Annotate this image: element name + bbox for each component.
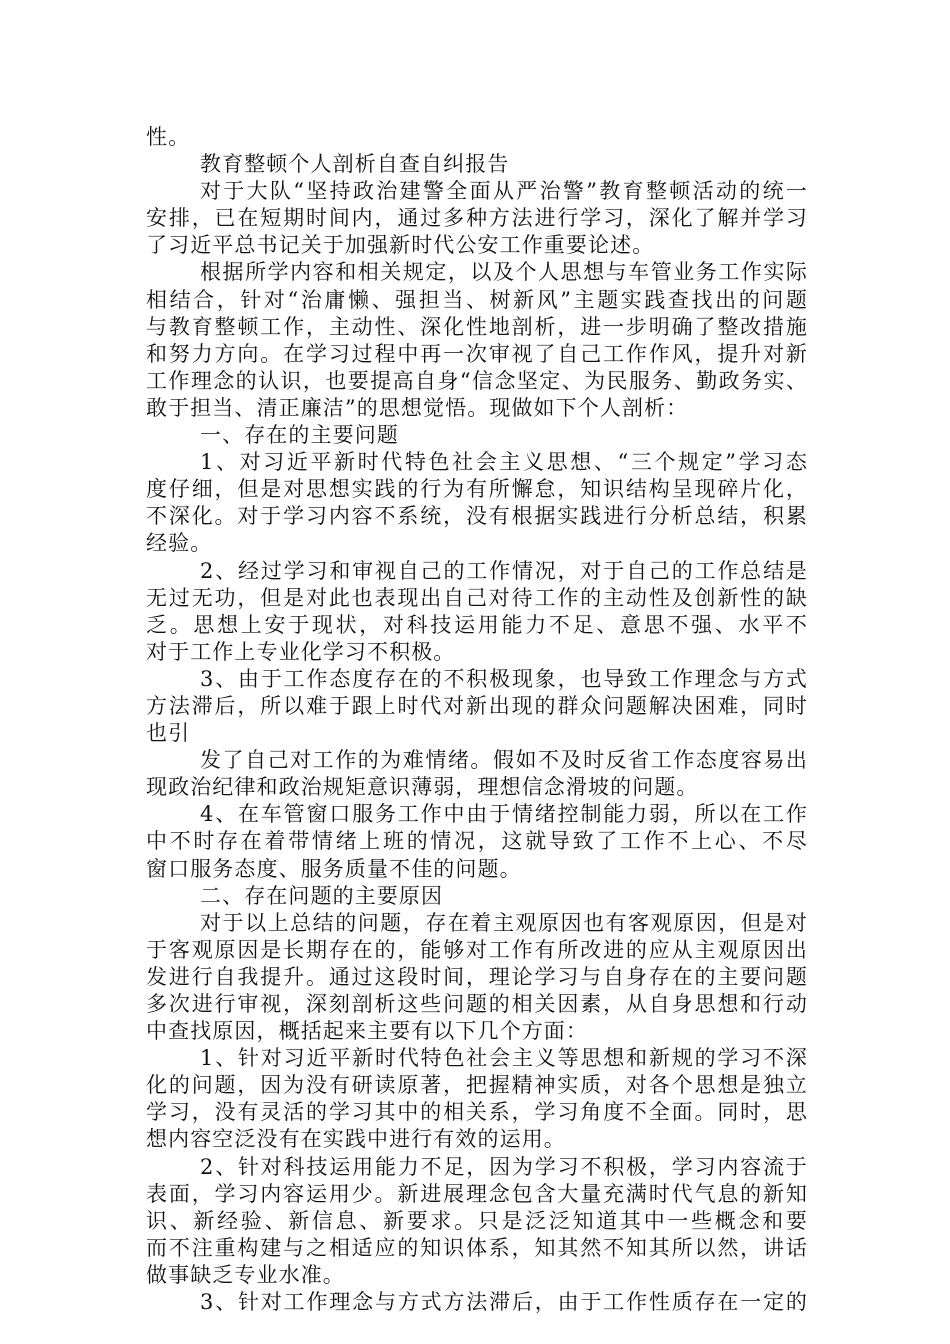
text-line: 相结合，针对“治庸懒、强担当、树新风”主题实践查找出的问题 — [146, 287, 808, 312]
text-line: 无过无功，但是对此也表现出自己对待工作的主动性及创新性的缺 — [146, 585, 808, 610]
text-line: 而不注重构建与之相适应的知识体系，知其然不知其所以然，讲话 — [146, 1235, 808, 1260]
text-line: 3、由于工作态度存在的不积极现象，也导致工作理念与方式 — [200, 666, 808, 691]
text-line: 经验。 — [146, 531, 213, 556]
text-line: 1、针对习近平新时代特色社会主义等思想和新规的学习不深 — [200, 1046, 808, 1071]
text-line: 一、存在的主要问题 — [200, 423, 399, 448]
text-line: 二、存在问题的主要原因 — [200, 883, 444, 908]
text-line: 敢于担当、清正廉洁”的思想觉悟。现做如下个人剖析： — [146, 395, 689, 420]
text-line: 学习，没有灵活的学习其中的相关系，学习角度不全面。同时，思 — [146, 1100, 808, 1125]
text-line: 根据所学内容和相关规定，以及个人思想与车管业务工作实际 — [200, 260, 808, 285]
text-line: 窗口服务态度、服务质量不佳的问题。 — [146, 856, 522, 881]
text-line: 工作理念的认识，也要提高自身“信念坚定、为民服务、勤政务实、 — [146, 368, 808, 393]
text-line: 现政治纪律和政治规矩意识薄弱，理想信念滑坡的问题。 — [146, 775, 699, 800]
text-line: 发了自己对工作的为难情绪。假如不及时反省工作态度容易出 — [200, 748, 808, 773]
text-line: 做事缺乏专业水准。 — [146, 1262, 345, 1287]
text-line: 与教育整顿工作，主动性、深化性地剖析，进一步明确了整改措施 — [146, 314, 808, 339]
text-line: 4、在车管窗口服务工作中由于情绪控制能力弱，所以在工作 — [200, 802, 808, 827]
text-line: 想内容空泛没有在实践中进行有效的运用。 — [146, 1127, 566, 1152]
document-title: 教育整顿个人剖析自查自纠报告 — [200, 152, 510, 177]
text-line: 也引 — [146, 721, 191, 746]
text-line: 性。 — [146, 125, 191, 149]
text-line: 不深化。对于学习内容不系统，没有根据实践进行分析总结，积累 — [146, 504, 808, 529]
document-body — [146, 124, 808, 1316]
text-line: 发进行自我提升。通过这段时间，理论学习与自身存在的主要问题 — [146, 964, 808, 989]
text-line: 1、对习近平新时代特色社会主义思想、“三个规定”学习态 — [200, 450, 808, 475]
text-line: 对于大队“坚持政治建警全面从严治警”教育整顿活动的统一 — [200, 179, 808, 204]
text-line: 识、新经验、新信息、新要求。只是泛泛知道其中一些概念和要 — [146, 1208, 808, 1233]
text-line: 2、针对科技运用能力不足，因为学习不积极，学习内容流于 — [200, 1154, 808, 1179]
text-line: 表面，学习内容运用少。新进展理念包含大量充满时代气息的新知 — [146, 1181, 808, 1206]
text-line: 度仔细，但是对思想实践的行为有所懈怠，知识结构呈现碎片化， — [146, 477, 808, 502]
text-line: 3、针对工作理念与方式方法滞后，由于工作性质存在一定的 — [200, 1290, 808, 1315]
text-line: 乏。思想上安于现状，对科技运用能力不足、意思不强、水平不 — [146, 612, 808, 637]
text-line: 中不时存在着带情绪上班的情况，这就导致了工作不上心、不尽 — [146, 829, 808, 854]
text-line: 对于以上总结的问题，存在着主观原因也有客观原因，但是对 — [200, 910, 808, 935]
text-line: 2、经过学习和审视自己的工作情况，对于自己的工作总结是 — [200, 558, 808, 583]
text-line: 化的问题，因为没有研读原著，把握精神实质，对各个思想是独立 — [146, 1073, 808, 1098]
text-line: 方法滞后，所以难于跟上时代对新出现的群众问题解决困难，同时 — [146, 693, 808, 718]
text-line: 中查找原因，概括起来主要有以下几个方面： — [146, 1019, 588, 1044]
text-line: 对于工作上专业化学习不积极。 — [146, 639, 456, 664]
text-line: 于客观原因是长期存在的，能够对工作有所改进的应从主观原因出 — [146, 937, 808, 962]
text-line: 了习近平总书记关于加强新时代公安工作重要论述。 — [146, 233, 655, 258]
text-line: 安排，已在短期时间内，通过多种方法进行学习，深化了解并学习 — [146, 206, 808, 231]
text-line: 和努力方向。在学习过程中再一次审视了自己工作作风，提升对新 — [146, 341, 808, 366]
text-line: 多次进行审视，深刻剖析这些问题的相关因素，从自身思想和行动 — [146, 992, 808, 1016]
